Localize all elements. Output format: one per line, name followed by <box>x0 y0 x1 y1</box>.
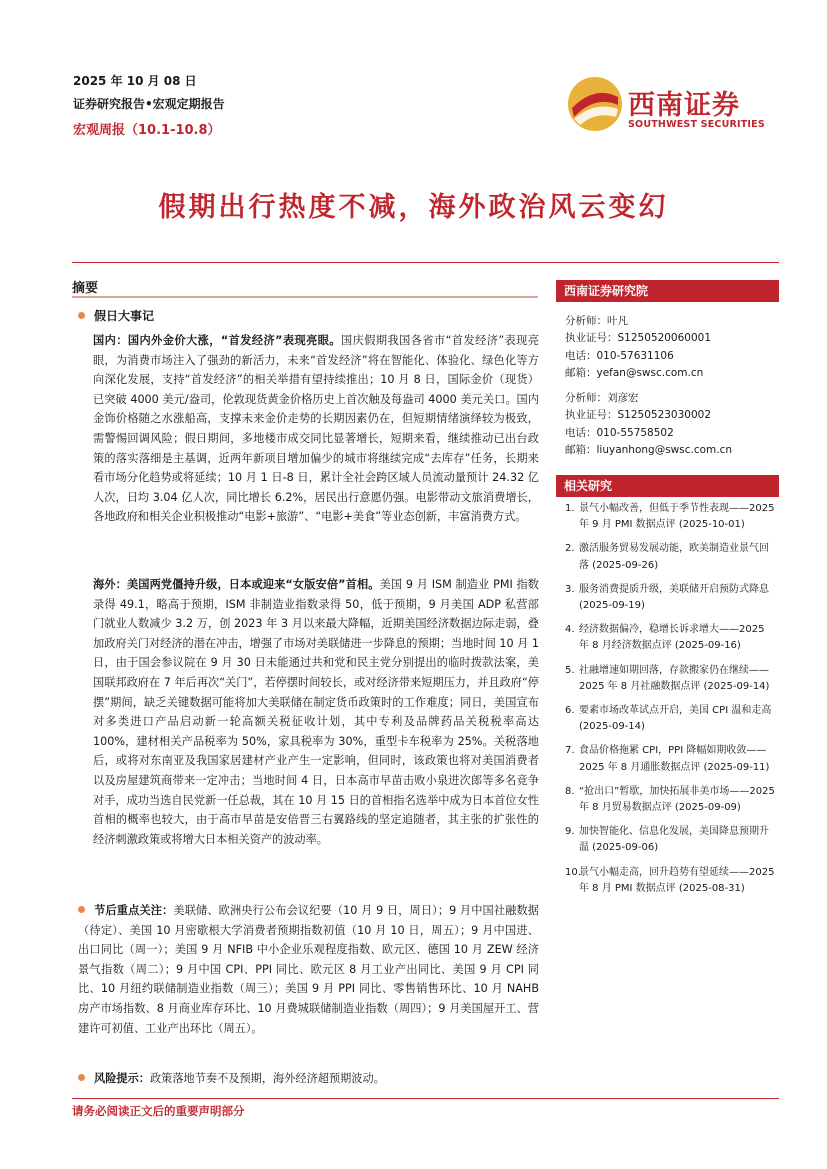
bullet-icon <box>78 1074 85 1081</box>
related-item[interactable] <box>565 865 775 897</box>
overseas-lead: 海外：美国两党僵持升级，日本或迎来“女版安倍”首相。 <box>93 578 380 591</box>
overseas-paragraph <box>93 575 539 849</box>
related-item-text: 加快智能化、信息化发展，美国降息预期升温 (2025-09-06) <box>579 826 769 854</box>
analyst-email[interactable]: 邮箱：liuyanhong@swsc.com.cn <box>565 443 733 456</box>
related-item-text: 社融增速如期回落，存款搬家仍在继续——2025 年 8 月社融数据点评 (2025-09-14) <box>579 664 770 692</box>
domestic-lead: 国内：国内外金价大涨，“首发经济”表现亮眼。 <box>93 334 342 347</box>
related-item[interactable] <box>565 501 775 533</box>
institute-header: 西南证券研究院 <box>556 280 779 302</box>
analyst-name: 分析师：叶凡 <box>565 315 628 327</box>
related-item-number: 7. <box>565 745 575 757</box>
overseas-body: 美国 9 月 ISM 制造业 PMI 指数录得 49.1，略高于预期，ISM 非制造业指数录得 50，低于预期，9 月美国 ADP 私营部门就业人数减少 3.2 万，创 2023 年 3 月以来最大降幅，近期美国经济数据边际走弱，叠加政府关门对经济的潜在冲击，增强了市场对美联储进一步降息的预期；当地时间 10 月 1 日，由于国会参议院在 9 月 30 日未能通过共和党和民主党分别提出的临时拨款法案，美国联邦政府在 7 年后再次“关门”，若停摆时间较长，或对经济带来短期压力，并且政府“停摆”期间，缺乏关键数据可能将加大美联储在制定货币政策时的工作难度；同日，美国宣布对多类进口产品启动新一轮高额关税征收计划，其中专利及品牌药品关税税率高达 100%，建材相关产品税率为 50%，家具税率为 30%，重型卡车税率为 25%。关税落地后，或将对东南亚及我国家居建材产业产生一定影响，但同时，该政策也将对美国消费者以及房屋建筑商带来一定冲击；当地时间 4 日，日本高市早苗击败小泉进次郎等多名竞争对手，成功当选自民党新一任总裁，其在 10 月 15 日的首相指名选举中成为日本首位女性首相的概率也较大，由于高市早苗是安倍晋三右翼路线的坚定追随者，其主张的扩张性的经济刺激政策或将增大日本相关资产的波动率。 <box>93 578 539 846</box>
analyst-license: 执业证号：S1250520060001 <box>565 332 712 345</box>
bullet-icon <box>78 312 85 319</box>
related-item-text: 服务消费提质升级，美联储开启预防式降息 (2025-09-19) <box>579 583 769 612</box>
related-item-number: 9. <box>565 826 575 838</box>
logo-emblem-icon <box>566 75 624 133</box>
related-item-text: 景气小幅改善，但低于季节性表现——2025 年 9 月 PMI 数据点评 (2025-10-01) <box>579 503 775 531</box>
related-item-number: 5. <box>565 664 575 676</box>
section-title-text: 假日大事记 <box>94 309 155 323</box>
related-item-text: 要素市场改革试点开启，美国 CPI 温和走高 (2025-09-14) <box>579 705 772 733</box>
logo-name-cn: 西南证券 <box>628 90 740 121</box>
related-item[interactable] <box>565 743 775 775</box>
related-item-text: “抢出口”暂歇，加快拓展非美市场——2025 年 8 月贸易数据点评 (2025-09-09) <box>579 785 775 814</box>
related-item-number: 8. <box>565 785 575 797</box>
related-item-text: 景气小幅走高，回升趋势有望延续——2025 年 8 月 PMI 数据点评 (2025-08-31) <box>579 866 775 894</box>
analyst-card-2 <box>565 390 732 459</box>
related-item[interactable] <box>565 622 775 654</box>
analyst-email[interactable]: 邮箱：yefan@swsc.com.cn <box>565 366 704 379</box>
related-item-text: 经济数据偏冷，稳增长诉求增大——2025 年 8 月经济数据点评 (2025-09-16) <box>579 624 765 652</box>
title-divider <box>72 262 779 263</box>
report-type: 证券研究报告•宏观定期报告 <box>73 97 225 111</box>
abstract-divider <box>72 296 538 298</box>
related-item-text: 食品价格拖累 CPI，PPI 降幅如期收敛——2025 年 8 月通胀数据点评 (2025-09-11) <box>579 745 770 773</box>
related-item-number: 6. <box>565 705 575 717</box>
analyst-license: 执业证号：S1250523030002 <box>565 409 712 422</box>
footer-divider <box>72 1098 779 1099</box>
related-item-number: 10. <box>565 866 581 878</box>
watchlist-paragraph <box>78 901 539 1038</box>
domestic-paragraph <box>93 331 539 527</box>
analyst-card-1 <box>565 313 711 382</box>
report-date: 2025 年 10 月 08 日 <box>73 74 197 88</box>
related-item[interactable] <box>565 663 775 695</box>
related-item-number: 3. <box>565 583 575 595</box>
bullet-icon <box>78 906 85 913</box>
report-series: 宏观周报（10.1-10.8） <box>73 123 221 138</box>
logo-name-en: SOUTHWEST SECURITIES <box>628 119 765 130</box>
watchlist-lead: 节后重点关注： <box>94 904 174 917</box>
company-logo <box>566 75 771 135</box>
related-research-header: 相关研究 <box>556 475 779 497</box>
domestic-body: 国庆假期我国各省市“首发经济”表现亮眼，为消费市场注入了强劲的新活力，未来“首发经济”将在智能化、体验化、绿色化等方向深化发展，支持“首发经济”的相关举措有望持续推出；10 月 8 日，国际金价（现货）已突破 4000 美元/盎司，伦敦现货黄金价格历史上首次触及每盎司 4000 美元关口。国内金饰价格随之水涨船高，支撑未来金价走势的长期因素仍在，但短期情绪演绎较为极致，需警惕回调风险；假日期间，多地楼市成交同比显著增长，短期来看，继续推动已出台政策的落实落细是主基调，近两年新项目增加偏少的城市将继续完成“去库存”任务，长期来看市场分化趋势或将延续；10 月 1 日-8 日，累计全社会跨区域人员流动量预计 24.32 亿人次，日均 3.04 亿人次，同比增长 6.2%，居民出行意愿仍强。电影带动文旅消费增长，各地政府和相关企业积极推动“电影+旅游”、“电影+美食”等业态创新，丰富消费方式。 <box>93 334 539 524</box>
page-title: 假期出行热度不减，海外政治风云变幻 <box>158 192 669 223</box>
analyst-phone: 电话：010-55758502 <box>565 426 674 439</box>
section-title-holiday <box>78 307 154 324</box>
risk-body: 政策落地节奏不及预期，海外经济超预期波动。 <box>149 1072 385 1085</box>
abstract-heading: 摘要 <box>72 281 99 296</box>
related-item-number: 2. <box>565 543 575 555</box>
risk-lead: 风险提示： <box>94 1072 150 1085</box>
related-research-list <box>565 501 775 897</box>
watchlist-body: 美联储、欧洲央行公布会议纪要（10 月 9 日，周日）；9 月中国社融数据（待定）、美国 10 月密歇根大学消费者预期指数初值（10 月 10 日，周五）；9 月中国进、出口同比（周一）；美国 9 月 NFIB 中小企业乐观程度指数、欧元区、德国 10 月 ZEW 经济景气指数（周二）；9 月中国 CPI、PPI 同比、欧元区 8 月工业产出同比、美国 9 月 CPI 同比、10 月纽约联储制造业指数（周三）；美国 9 月 PPI 同比、零售销售环比、10 月 NAHB 房产市场指数、8 月商业库存环比、10 月费城联储制造业指数（周四）；9 月美国屋开工、营建许可初值、工业产出环比（周五）。 <box>78 904 539 1035</box>
related-item-text: 激活服务贸易发展动能，欧美制造业景气回落 (2025-09-26) <box>579 543 769 571</box>
related-item-number: 4. <box>565 624 575 636</box>
footer-disclaimer: 请务必阅读正文后的重要声明部分 <box>72 1104 245 1118</box>
related-item[interactable] <box>565 784 775 816</box>
related-item[interactable] <box>565 703 775 735</box>
related-item[interactable] <box>565 824 775 856</box>
risk-paragraph <box>78 1069 539 1089</box>
related-item[interactable] <box>565 582 775 614</box>
related-item-number: 1. <box>565 503 575 514</box>
analyst-phone: 电话：010-57631106 <box>565 349 674 362</box>
analyst-name: 分析师：刘彦宏 <box>565 392 639 404</box>
related-item[interactable] <box>565 541 775 573</box>
